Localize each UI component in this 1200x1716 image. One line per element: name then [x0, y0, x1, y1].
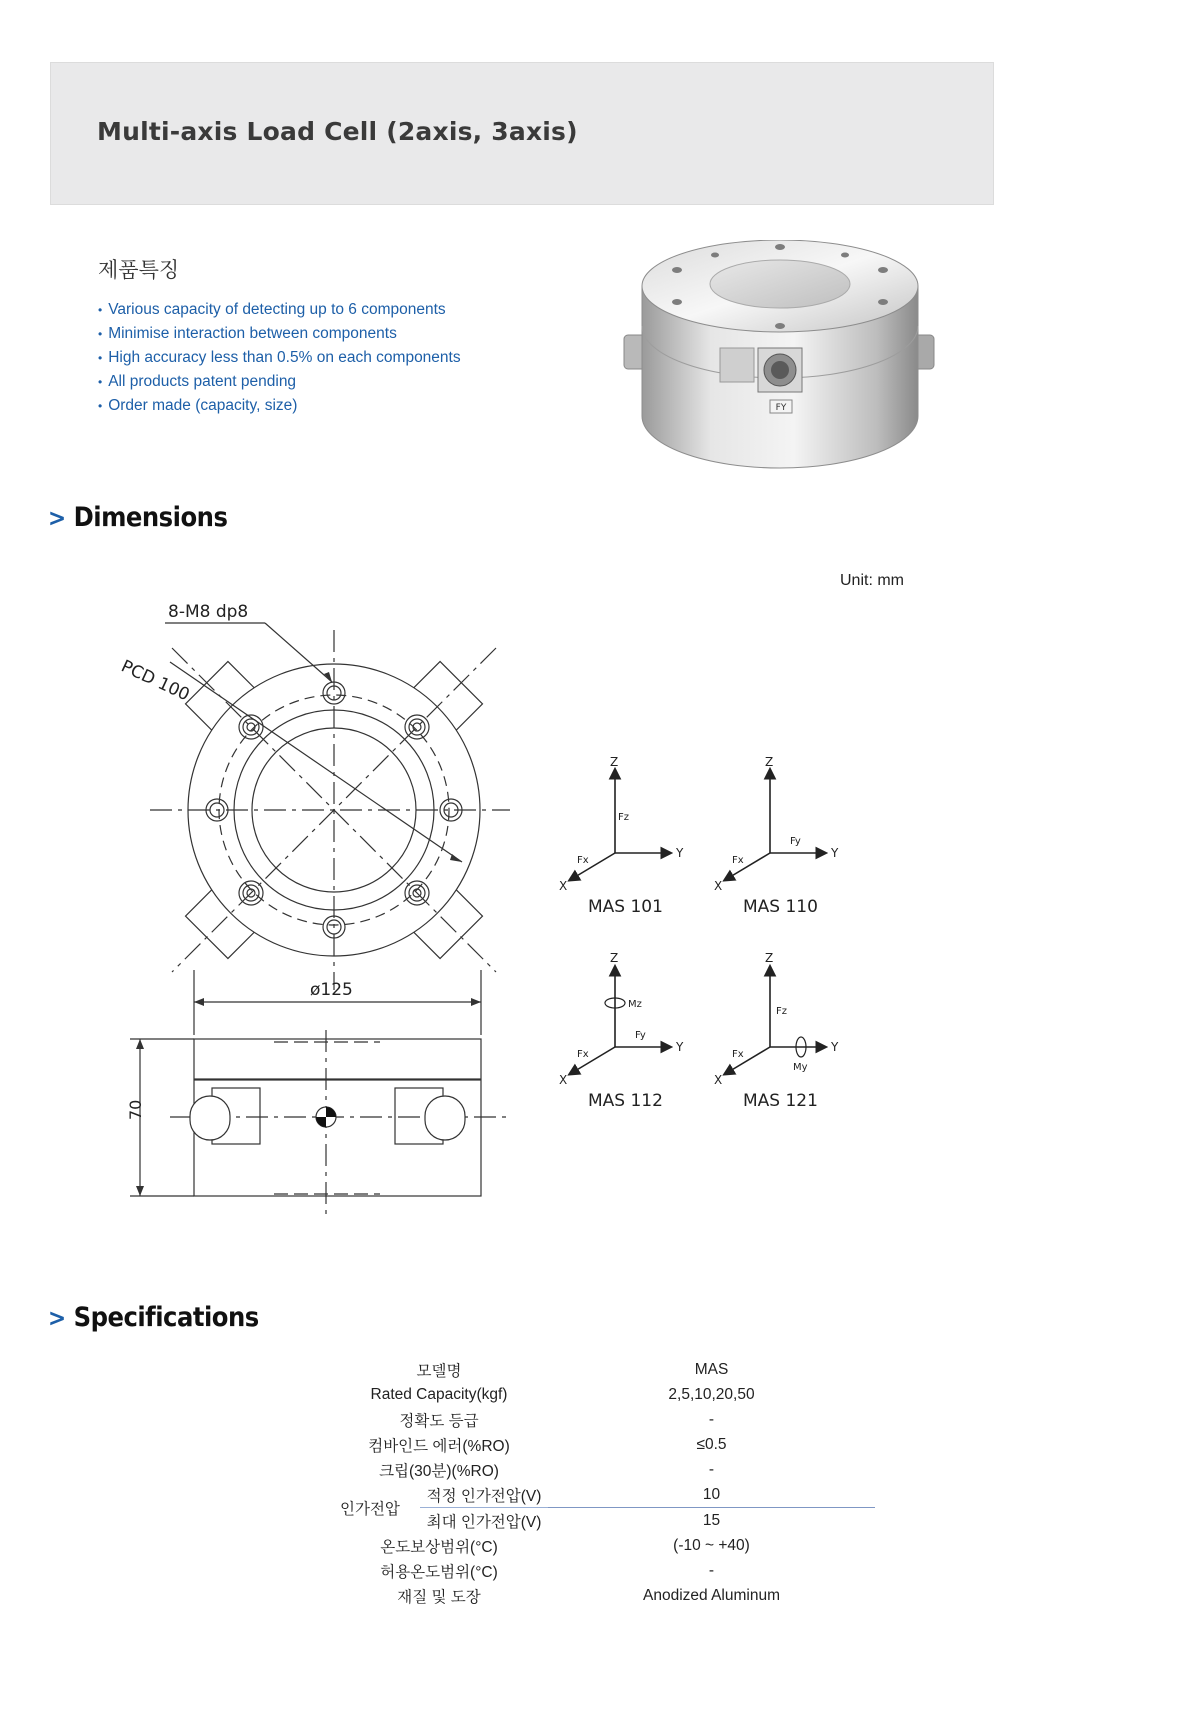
mas110-y-label: Y [831, 846, 839, 860]
mas101-fx-label: Fx [577, 855, 589, 866]
table-row [330, 1407, 875, 1432]
spec-label: Rated Capacity(kgf) [370, 1385, 508, 1403]
table-row [330, 1357, 875, 1382]
side-connector-left [190, 1096, 230, 1140]
feature-item: • High accuracy less than 0.5% on each components [98, 346, 461, 370]
mas101-z-label: Z [610, 755, 619, 769]
spec-label: 허용온도범위(°C) [380, 1563, 498, 1581]
spec-value: (-10 ~ +40) [673, 1536, 750, 1554]
spec-value: 10 [548, 1482, 875, 1508]
mas112-fy-label: Fy [635, 1030, 646, 1041]
unit-note: Unit: mm [840, 572, 904, 589]
mas112-fx-label: Fx [577, 1049, 589, 1060]
mas121-y-label: Y [831, 1040, 839, 1054]
mas112-z-label: Z [610, 951, 619, 965]
dimensions-heading [48, 502, 227, 533]
mas121-z-label: Z [765, 951, 774, 965]
axis-diagram-mas110 [714, 755, 839, 917]
spec-value: - [708, 1561, 715, 1579]
label-plate-shape [720, 348, 754, 382]
mas101-y-label: Y [676, 846, 684, 860]
table-row [330, 1382, 875, 1407]
spec-value: - [708, 1460, 715, 1478]
mas110-name: MAS 110 [743, 897, 818, 917]
mas112-mz-label: Mz [628, 999, 642, 1010]
table-row [330, 1558, 875, 1583]
spec-value: 2,5,10,20,50 [668, 1385, 755, 1403]
spec-label: 크립(30분)(%RO) [379, 1462, 499, 1480]
mas112-name: MAS 112 [588, 1091, 663, 1111]
axis-diagrams [540, 750, 870, 1130]
axis-diagram-mas121 [714, 951, 839, 1111]
section-arrow-icon: > [48, 1304, 66, 1332]
spec-group-label: 인가전압 [340, 1500, 400, 1518]
spec-value: ≤0.5 [696, 1435, 727, 1453]
mas112-x-label: X [559, 1073, 568, 1087]
side-connector-right [425, 1096, 465, 1140]
specifications-heading [48, 1302, 259, 1333]
feature-item: • Various capacity of detecting up to 6 components [98, 298, 461, 322]
fy-tag-label: FY [775, 403, 787, 413]
table-row [330, 1432, 875, 1457]
spec-label: 컴바인드 에러(%RO) [368, 1437, 510, 1455]
mas121-fx-label: Fx [732, 1049, 744, 1060]
mas112-y-label: Y [676, 1040, 684, 1054]
diameter-label: ø125 [310, 980, 353, 1000]
spec-value: 15 [702, 1511, 721, 1529]
spec-label: 최대 인가전압(V) [426, 1513, 542, 1531]
axis-diagram-mas101 [559, 755, 684, 917]
spec-value: - [708, 1410, 715, 1428]
axis-diagram-mas112 [559, 951, 684, 1111]
height-label: 70 [126, 1099, 145, 1120]
spec-label: 재질 및 도장 [397, 1588, 481, 1606]
hole-note-label: 8-M8 dp8 [168, 602, 249, 622]
mas110-z-label: Z [765, 755, 774, 769]
table-row [330, 1533, 875, 1558]
spec-table [330, 1357, 875, 1608]
mas121-x-label: X [714, 1073, 723, 1087]
spec-label: 온도보상범위(°C) [380, 1538, 498, 1556]
table-row [330, 1457, 875, 1482]
feature-item: • Minimise interaction between components [98, 322, 461, 346]
connector-pins-shape [771, 361, 789, 379]
spec-value: MAS [694, 1360, 729, 1378]
mas110-fx-label: Fx [732, 855, 744, 866]
feature-list [98, 298, 461, 418]
mas110-x-label: X [714, 879, 723, 893]
mas101-name: MAS 101 [588, 897, 663, 917]
mas121-name: MAS 121 [743, 1091, 818, 1111]
specifications-heading-label: Specifications [73, 1302, 259, 1333]
table-row [330, 1583, 875, 1608]
table-row [330, 1482, 875, 1508]
dimensions-heading-label: Dimensions [73, 502, 228, 533]
product-image [620, 240, 940, 480]
features-heading: 제품특징 [98, 258, 180, 282]
spec-value: Anodized Aluminum [643, 1586, 780, 1604]
header-band [50, 62, 994, 205]
page-title: Multi-axis Load Cell (2axis, 3axis) [97, 117, 578, 146]
mas101-fz-label: Fz [618, 812, 630, 823]
section-arrow-icon: > [48, 504, 66, 532]
pcd-label: PCD 100 [117, 656, 193, 706]
feature-item: • All products patent pending [98, 370, 461, 394]
side-view-top-plate [194, 1039, 481, 1079]
spec-label: 모델명 [416, 1362, 462, 1380]
mas101-x-label: X [559, 879, 568, 893]
feature-item: • Order made (capacity, size) [98, 394, 461, 418]
spec-label: 적정 인가전압(V) [420, 1482, 548, 1508]
load-pad-shape [710, 260, 850, 308]
dimension-drawing [110, 590, 510, 1240]
center-mark-icon [316, 1107, 336, 1127]
mas121-fz-label: Fz [776, 1006, 788, 1017]
spec-label: 정확도 등급 [399, 1412, 479, 1430]
mas121-my-label: My [793, 1062, 808, 1073]
mas110-fy-label: Fy [790, 836, 801, 847]
